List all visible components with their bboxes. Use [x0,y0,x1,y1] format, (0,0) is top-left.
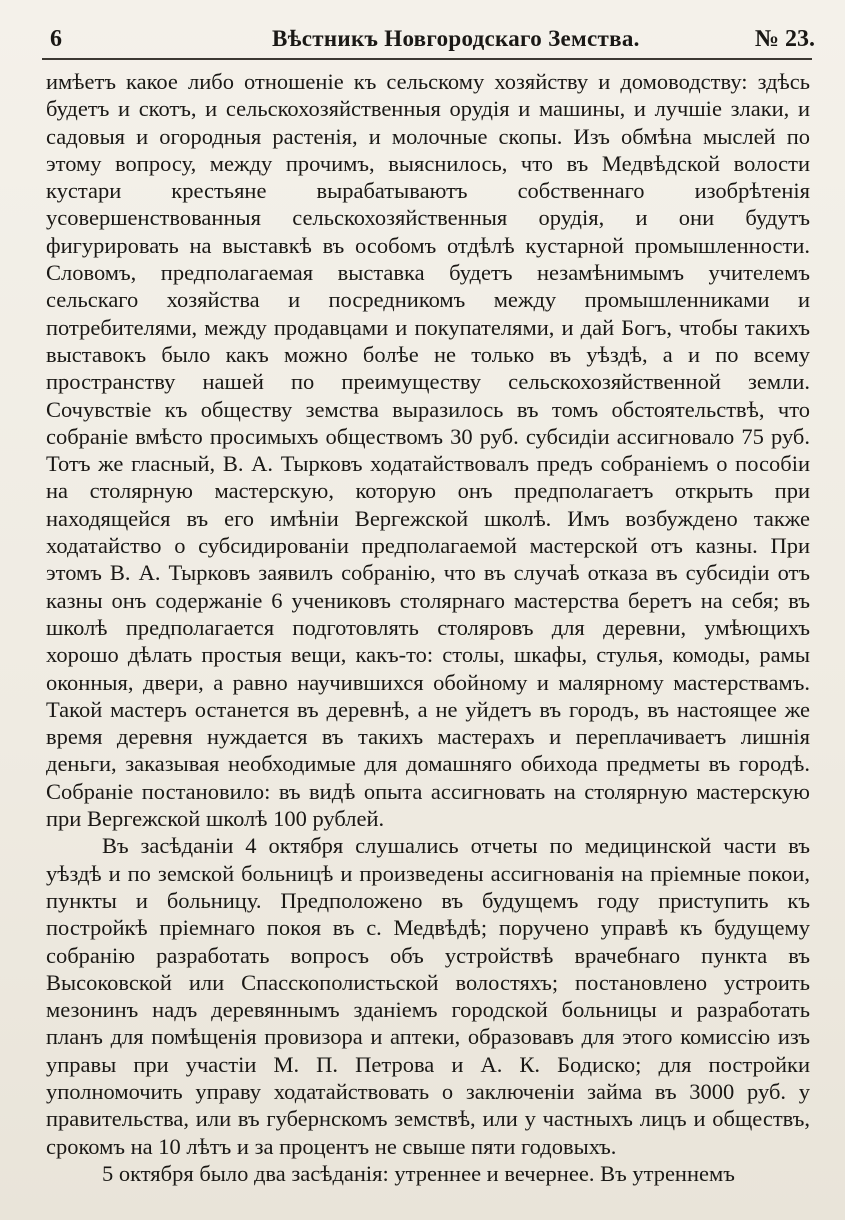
page-header [50,18,815,58]
issue-number: № 23. [754,26,815,52]
page-number: 6 [50,26,62,52]
running-title: Вѣстникъ Новгородскаго Земства. [272,26,640,51]
paragraph-october-fifth: 5 октября было два засѣданія: утреннее и вечернее. Въ утреннемъ [102,1160,735,1186]
paragraph-medical-session: Въ засѣданіи 4 октября слушались отчеты по медицинской части въ уѣздѣ и по земской больницѣ и произведены ассигнованія на пріемные покои, пункты и больницу. Предположено въ будущемъ году приступить къ постройкѣ пріемнаго покоя въ с. Медвѣдѣ; поручено управѣ къ будущему собранію разработать вопросъ объ устройствѣ врачебнаго пункта въ Высоковской или Спасскополистьской волостяхъ; постановлено устроить мезонинъ надъ деревяннымъ зданіемъ городской больницы и разработать планъ для помѣщенія провизора и аптеки, образовавъ для этого комиссію изъ управы при участіи М. П. Петрова и А. К. Бодиско; для постройки уполномочить управу ходатайствовать о заключеніи займа въ 3000 руб. у правительства, или въ губернскомъ земствѣ, или у частныхъ лицъ и обществъ, срокомъ на 10 лѣтъ и за процентъ не свыше пяти годовыхъ. [46,833,810,1159]
paragraph-continued: имѣетъ какое либо отношеніе къ сельскому хозяйству и домоводству: здѣсь будетъ и скотъ, и сельскохозяйственныя орудія и машины, и лучшіе злаки, и садовыя и огородныя растенія, и молочные скопы. Изъ обмѣна мыслей по этому вопросу, между прочимъ, выяснилось, что въ Медвѣдской волости кустари крестьяне вырабатываютъ собственнаго изобрѣтенія усовершенствованныя сельскохозяйственныя орудія, и они будутъ фигурировать на выставкѣ въ особомъ отдѣлѣ кустарной промышленности. Словомъ, предполагаемая выставка будетъ незамѣнимымъ учителемъ сельскаго хозяйства и посредникомъ между промышленниками и потребителями, между продавцами и покупателями, и дай Богъ, чтобы такихъ выставокъ было какъ можно болѣе не только въ уѣздѣ, а и по всему пространству нашей по преимуществу сельскохозяйственной земли. Сочувствіе къ обществу земства выразилось въ томъ обстоятельствѣ, что собраніе вмѣсто просимыхъ обществомъ 30 руб. субсидіи ассигновало 75 руб. Тотъ же гласный, В. А. Тырковъ ходатайствовалъ предъ собраніемъ о пособіи на столярную мастерскую, которую онъ предполагаетъ открыть при находящейся въ его имѣніи Вергежской школѣ. Имъ возбуждено также ходатайство о субсидированіи предполагаемой мастерской отъ казны. При этомъ В. А. Тырковъ заявилъ собранію, что въ случаѣ отказа въ субсидіи отъ казны онъ содержаніе 6 учениковъ столярнаго мастерства беретъ на себя; въ школѣ предполагается подготовлять столяровъ для деревни, умѣющихъ хорошо дѣлать простыя вещи, какъ-то: столы, шкафы, стулья, комоды, рамы оконныя, двери, а равно научившихся обойному и малярному мастерствамъ. Такой мастеръ останется въ деревнѣ, а не уйдетъ въ городъ, въ настоящее же время деревня нуждается въ такихъ мастерахъ и переплачиваетъ лишнія деньги, заказывая необходимые для домашняго обихода предметы въ городѣ. Собраніе постановило: въ видѣ опыта ассигновать на столярную мастерскую при Вергежской школѣ 100 рублей. [46,69,810,832]
header-rule [42,58,812,60]
article-body [46,68,810,1187]
